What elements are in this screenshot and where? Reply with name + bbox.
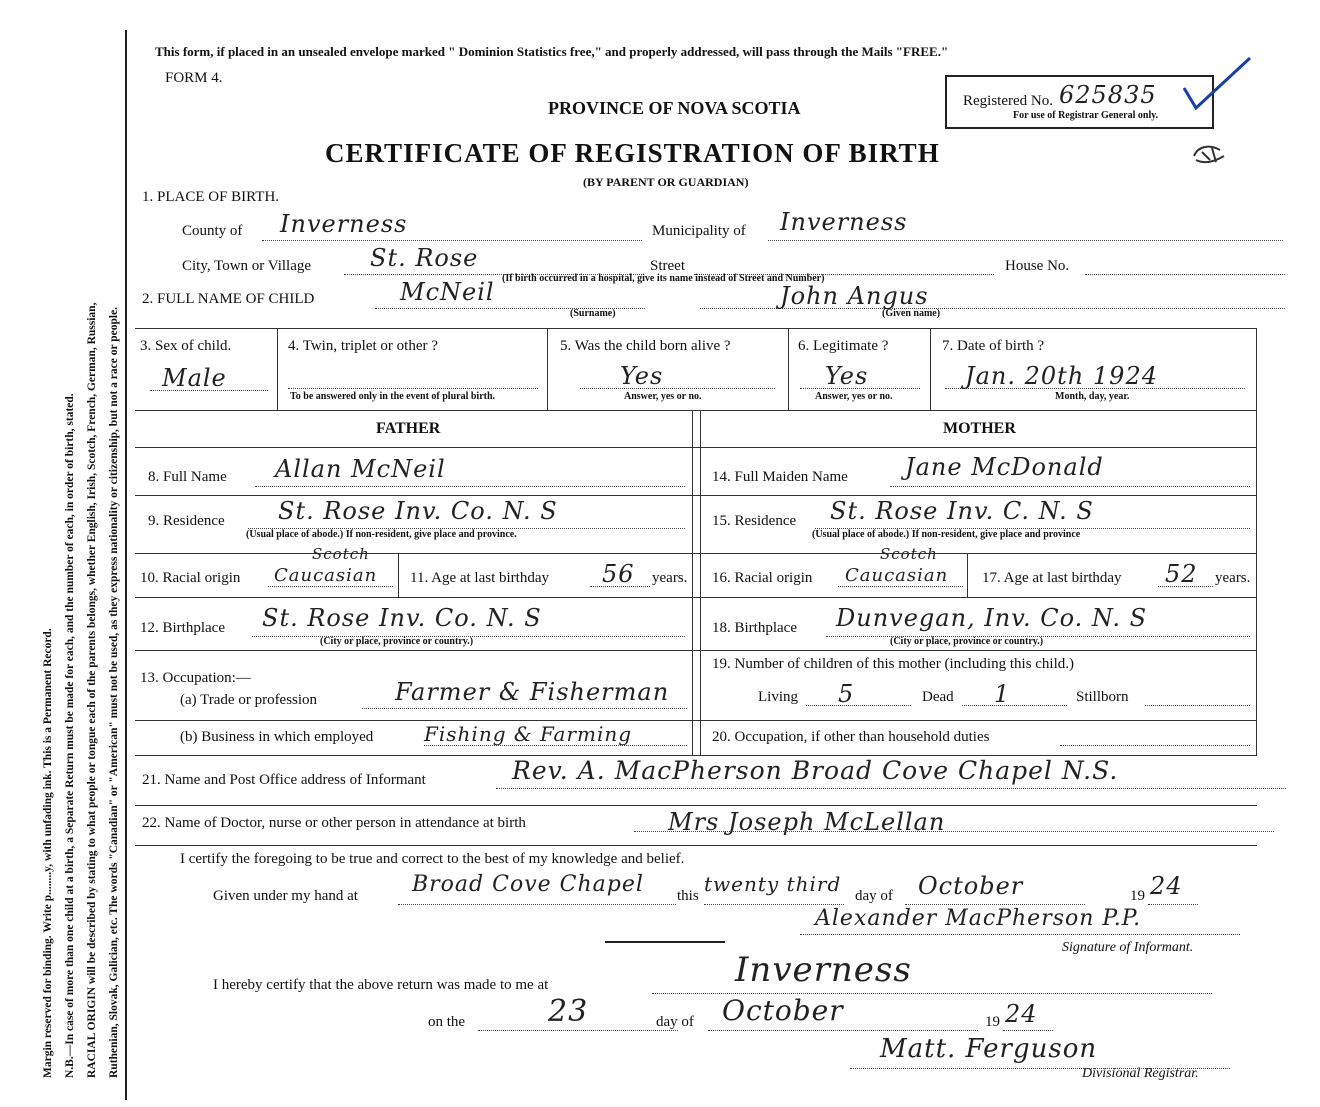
county-label: County of [182,223,243,239]
mother-occupation-label: 20. Occupation, if other than household duties [712,729,990,745]
margin-note-3: RACIAL ORIGIN will be described by stating to what people or tongue each of the parents belongs, whether English, Irish, Scotch, French, German, Russian, [86,302,98,1078]
father-heading: FATHER [376,420,441,437]
margin-note-4: Ruthenian, Slovak, Galician, etc. The words "Canadian" or "American" must not be used, as they express nationality or citizenship, but not a race or people. [108,306,120,1078]
stillborn-label: Stillborn [1076,689,1129,705]
street-label: Street [650,258,685,274]
given-dayof-label: day of [855,888,893,904]
father-residence-value: St. Rose Inv. Co. N. S [278,497,558,525]
father-birthplace-value: St. Rose Inv. Co. N. S [262,604,542,632]
father-residence-caption: (Usual place of abode.) If non-resident, give place and province. [246,529,517,540]
father-age-label: 11. Age at last birthday [410,570,549,586]
informant-value: Rev. A. MacPherson Broad Cove Chapel N.S. [512,756,1119,785]
father-occupation-label: 13. Occupation:— [140,670,251,686]
father-racial-label: 10. Racial origin [140,570,241,586]
mother-children-label: 19. Number of children of this mother (including this child.) [712,656,1075,672]
mother-residence-value: St. Rose Inv. C. N. S [830,497,1094,525]
mother-birthplace-label: 18. Birthplace [712,620,797,636]
given-year-prefix: 19 [1130,888,1145,904]
registrar-day: 23 [548,994,589,1029]
municipality-label: Municipality of [652,223,746,239]
father-trade-value: Farmer & Fisherman [395,678,670,706]
mother-birthplace-value: Dunvegan, Inv. Co. N. S [836,604,1148,632]
mother-residence-label: 15. Residence [712,513,797,529]
stamp-icon [1190,140,1230,170]
informant-signature: Alexander MacPherson P.P. [815,906,1142,931]
father-trade-label: (a) Trade or profession [180,692,318,708]
certify-statement: I certify the foregoing to be true and correct to the best of my knowledge and belief. [180,851,685,867]
father-name-value: Allan McNeil [275,455,446,483]
living-value: 5 [838,680,855,708]
registrar-year-prefix: 19 [985,1014,1000,1030]
dob-value: Jan. 20th 1924 [965,362,1158,390]
mother-name-label: 14. Full Maiden Name [712,469,848,485]
father-racial-top: Scotch [312,545,370,563]
dead-label: Dead [922,689,954,705]
legitimate-caption: Answer, yes or no. [815,391,893,402]
father-age-value: 56 [602,560,635,588]
given-month: October [918,872,1024,900]
dead-value: 1 [994,680,1011,708]
mother-birthplace-caption: (City or place, province or country.) [890,636,1044,647]
given-day: twenty third [704,872,842,896]
city-label: City, Town or Village [182,258,312,274]
father-name-label: 8. Full Name [148,469,227,485]
registrar-on-the: on the [428,1014,466,1030]
informant-signature-caption: Signature of Informant. [1062,940,1194,955]
province-title: PROVINCE OF NOVA SCOTIA [548,98,801,118]
county-value: Inverness [280,210,408,238]
given-place: Broad Cove Chapel [412,872,644,897]
mother-racial-label: 16. Racial origin [712,570,813,586]
mother-age-unit: years. [1215,570,1251,586]
legitimate-value: Yes [825,362,869,390]
house-label: House No. [1005,258,1070,274]
father-residence-label: 9. Residence [148,513,225,529]
dob-caption: Month, day, year. [1055,391,1130,402]
mother-racial-value: Caucasian [845,565,949,586]
father-racial-value: Caucasian [274,565,378,586]
doctor-value: Mrs Joseph McLellan [668,808,946,836]
twin-label: 4. Twin, triplet or other ? [288,338,438,354]
born-alive-caption: Answer, yes or no. [624,391,702,402]
sex-value: Male [162,364,227,392]
place-of-birth-heading: 1. PLACE OF BIRTH. [142,189,280,205]
legitimate-label: 6. Legitimate ? [798,338,889,354]
registrar-signature: Matt. Ferguson [880,1034,1098,1064]
mother-racial-top: Scotch [880,545,938,563]
registrar-statement: I hereby certify that the above return was made to me at [213,977,549,993]
mailing-notice: This form, if placed in an unsealed envelope marked " Dominion Statistics free," and properly addressed, will pass through the Mails "FREE." [155,44,949,59]
registrar-month: October [722,994,844,1027]
doctor-label: 22. Name of Doctor, nurse or other person in attendance at birth [142,815,526,831]
registered-box [945,75,1214,129]
registrar-year: 24 [1005,1000,1038,1028]
dob-label: 7. Date of birth ? [942,338,1045,354]
informant-label: 21. Name and Post Office address of Informant [142,772,426,788]
born-alive-value: Yes [620,362,664,390]
city-value: St. Rose [370,244,479,272]
born-alive-label: 5. Was the child born alive ? [560,338,731,354]
sex-label: 3. Sex of child. [140,338,232,354]
mother-age-label: 17. Age at last birthday [982,570,1122,586]
registrar-place: Inverness [735,950,912,990]
mother-age-value: 52 [1165,560,1198,588]
child-name-label: 2. FULL NAME OF CHILD [142,291,315,307]
mother-heading: MOTHER [943,420,1016,437]
registrar-dayof: day of [656,1014,694,1030]
registered-number: 625835 [1059,81,1157,109]
hospital-note: (If birth occurred in a hospital, give its name instead of Street and Number) [502,273,825,284]
registrar-caption: Divisional Registrar. [1082,1066,1199,1081]
form-number: FORM 4. [165,70,223,86]
municipality-value: Inverness [780,208,908,236]
given-caption: (Given name) [882,308,941,319]
this-label: this [677,888,699,904]
certificate-subtitle: (BY PARENT OR GUARDIAN) [583,175,749,189]
registrar-note: For use of Registrar General only. [1013,110,1159,121]
margin-note-2: N.B.—In case of more than one child at a birth, a Separate Return must be made for each, and the number of each, in order of birth, stated. [64,393,76,1078]
twin-caption: To be answered only in the event of plural birth. [290,391,496,402]
margin-rule [125,30,127,1100]
mother-name-value: Jane McDonald [905,453,1104,481]
living-label: Living [758,689,798,705]
mother-residence-caption: (Usual place of abode.) If non-resident, give place and province [812,529,1081,540]
father-business-value: Fishing & Farming [424,722,633,746]
child-given-name: John Angus [780,282,929,310]
registered-label: Registered No. [963,93,1053,109]
surname-caption: (Surname) [570,308,616,319]
child-surname: McNeil [400,278,495,306]
given-label: Given under my hand at [213,888,358,904]
margin-note-1: Margin reserved for binding. Write p........y, with unfading ink. This is a Permanent Record. [42,628,54,1078]
father-business-label: (b) Business in which employed [180,729,374,745]
checkmark-icon [1180,52,1255,114]
father-birthplace-caption: (City or place, province or country.) [320,636,474,647]
father-age-unit: years. [652,570,688,586]
certificate-title: CERTIFICATE OF REGISTRATION OF BIRTH [325,138,940,168]
given-year: 24 [1150,872,1183,900]
father-birthplace-label: 12. Birthplace [140,620,225,636]
